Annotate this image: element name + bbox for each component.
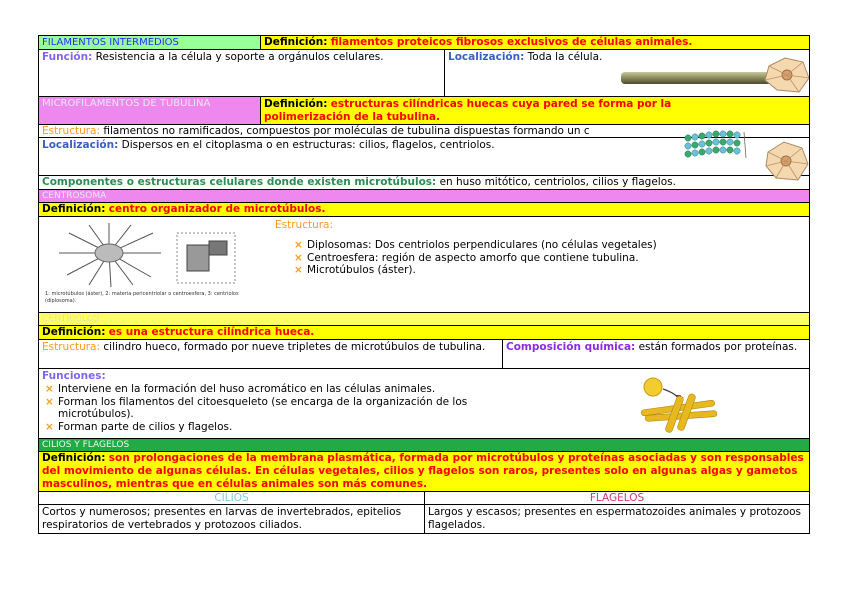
document-table xyxy=(38,35,810,534)
microfilamentos-comp-key: Componentes o estructuras celulares donde existen microtúbulos: xyxy=(42,176,437,188)
microfilamentos-label: MICROFILAMENTOS DE TUBULINA xyxy=(39,97,261,124)
flagelos-text: Largos y escasos; presentes en espermatozoides animales y protozoos flagelados. xyxy=(428,506,802,531)
cilios-title: CILIOS xyxy=(39,492,425,504)
centrosome-caption-1: 1: microtúbulos (áster), 2: materia pericentriolar o centroesfera, 3: centriolos xyxy=(45,291,239,297)
centriolos-estructura-key: Estructura: xyxy=(42,341,101,353)
centriolos-info-row xyxy=(38,340,810,369)
filamentos-funcion-key: Función: xyxy=(42,51,93,63)
cilios-text: Cortos y numerosos; presentes en larvas de invertebrados, epitelios respiratorios de vertebrados y protozoos ciliados. xyxy=(39,505,425,533)
cilios-def-text: son prolongaciones de la membrana plasmática, formada por microtúbulos y proteínas asociadas y son responsables del movimiento de algunas células. En células vegetales, cilios y flagelos son raros, presentes solo en algunas algas y gametos masculinos, mientras que en células animales son más comunes. xyxy=(42,452,804,490)
filamentos-def-key: Definición: xyxy=(264,36,328,48)
centriolos-header-row xyxy=(38,313,810,326)
centrosoma-estructura-title: Estructura: xyxy=(275,219,334,231)
list-item: × Forman los filamentos del citoesqueleto (se encarga de la organización de los microtúbulos). xyxy=(42,396,542,421)
microfilamentos-loc-key: Localización: xyxy=(42,139,119,151)
list-item: × Forman parte de cilios y flagelos. xyxy=(42,421,542,434)
filamentos-funcion xyxy=(39,50,445,96)
filamentos-def-text: filamentos proteicos fibrosos exclusivos de células animales. xyxy=(330,36,693,48)
cilios-def-key: Definición: xyxy=(42,452,106,464)
centrosome-caption xyxy=(45,291,239,305)
centriolos-def-key: Definición: xyxy=(42,326,106,338)
cilios-def-row xyxy=(38,452,810,492)
microfilamentos-def-text-1: estructuras cilíndricas huecas cuya pared se forma por la xyxy=(330,98,672,110)
centriolos-composicion xyxy=(503,340,809,368)
list-item: × Interviene en la formación del huso acromático en las células animales. xyxy=(42,383,542,396)
microfilamentos-def-key: Definición: xyxy=(264,98,328,110)
list-item: × Microtúbulos (áster). xyxy=(291,264,657,277)
microfilamentos-loc-text: Dispersos en el citoplasma o en estructuras: cilios, flagelos, centriolos. xyxy=(121,139,495,151)
centrosoma-def-row xyxy=(38,203,810,217)
filamentos-loc-text: Toda la célula. xyxy=(527,51,603,63)
centriole-illustration xyxy=(623,375,723,435)
centrosoma-def-text: centro organizador de microtúbulos. xyxy=(108,203,326,215)
microfilamentos-definition xyxy=(261,97,809,124)
centriolos-comp-key: Composición química: xyxy=(506,341,636,353)
centriolos-definition xyxy=(39,326,809,339)
centriolos-estructura-text: cilindro hueco, formado por nueve tripletes de microtúbulos de tubulina. xyxy=(103,341,486,353)
list-item: × Centroesfera: región de aspecto amorfo que contiene tubulina. xyxy=(291,252,657,265)
centriolos-estructura xyxy=(39,340,503,368)
list-item: × Diplosomas: Dos centriolos perpendiculares (no células vegetales) xyxy=(291,239,657,252)
microfilamentos-def-text-2: polimerización de la tubulina. xyxy=(264,111,440,123)
filamentos-localizacion xyxy=(445,50,809,96)
microfilamentos-componentes-row xyxy=(38,176,810,190)
microtubule-illustration xyxy=(682,128,762,168)
cell-microtubules-illustration xyxy=(764,140,810,184)
filamentos-definition xyxy=(261,36,809,49)
cilios-flagelos-definition xyxy=(39,452,809,491)
centriolos-label: CENTRIOLOS xyxy=(42,314,100,324)
cilios-header-row xyxy=(38,439,810,452)
microfilamentos-estructura-text: filamentos no ramificados, compuestos por moléculas de tubulina dispuestas formando un c xyxy=(103,125,590,137)
cilios-flagelos-label: CILIOS Y FLAGELOS xyxy=(42,440,130,450)
microfilamentos-estructura-key: Estructura: xyxy=(42,125,101,137)
filamentos-header-row xyxy=(38,35,810,50)
filamentos-label: FILAMENTOS INTERMEDIOS xyxy=(39,36,261,49)
cilios-flagelos-titles-row xyxy=(38,492,810,505)
filamentos-loc-key: Localización: xyxy=(448,51,525,63)
centrosoma-estructura-list xyxy=(291,239,657,277)
centriolos-def-row xyxy=(38,326,810,340)
centrosome-illustration xyxy=(49,223,249,289)
microfilamentos-componentes xyxy=(39,176,809,189)
flagelos-title: FLAGELOS xyxy=(589,492,645,504)
centrosoma-label: CENTROSOMA xyxy=(42,191,107,201)
centriolos-funciones-title: Funciones: xyxy=(42,370,106,382)
centrosoma-def-key: Definición: xyxy=(42,203,106,215)
cell-illustration xyxy=(763,56,809,94)
centriolos-funciones-row xyxy=(38,369,810,439)
microfilamentos-comp-text: en huso mitótico, centriolos, cilios y flagelos. xyxy=(439,176,676,188)
centriolos-funciones-list xyxy=(42,383,542,433)
centrosoma-body-row xyxy=(38,217,810,313)
centrosoma-definition xyxy=(39,203,809,216)
centrosoma-header-row xyxy=(38,190,810,203)
centrosome-caption-2: (diplosoma). xyxy=(45,298,77,304)
centriolos-def-text: es una estructura cilíndrica hueca. xyxy=(108,326,315,338)
microfilamentos-header-row xyxy=(38,97,810,125)
cilios-flagelos-body-row xyxy=(38,505,810,534)
centriolos-comp-text: están formados por proteínas. xyxy=(638,341,798,353)
filamentos-info-row xyxy=(38,50,810,97)
filamentos-funcion-text: Resistencia a la célula y soporte a orgánulos celulares. xyxy=(95,51,384,63)
